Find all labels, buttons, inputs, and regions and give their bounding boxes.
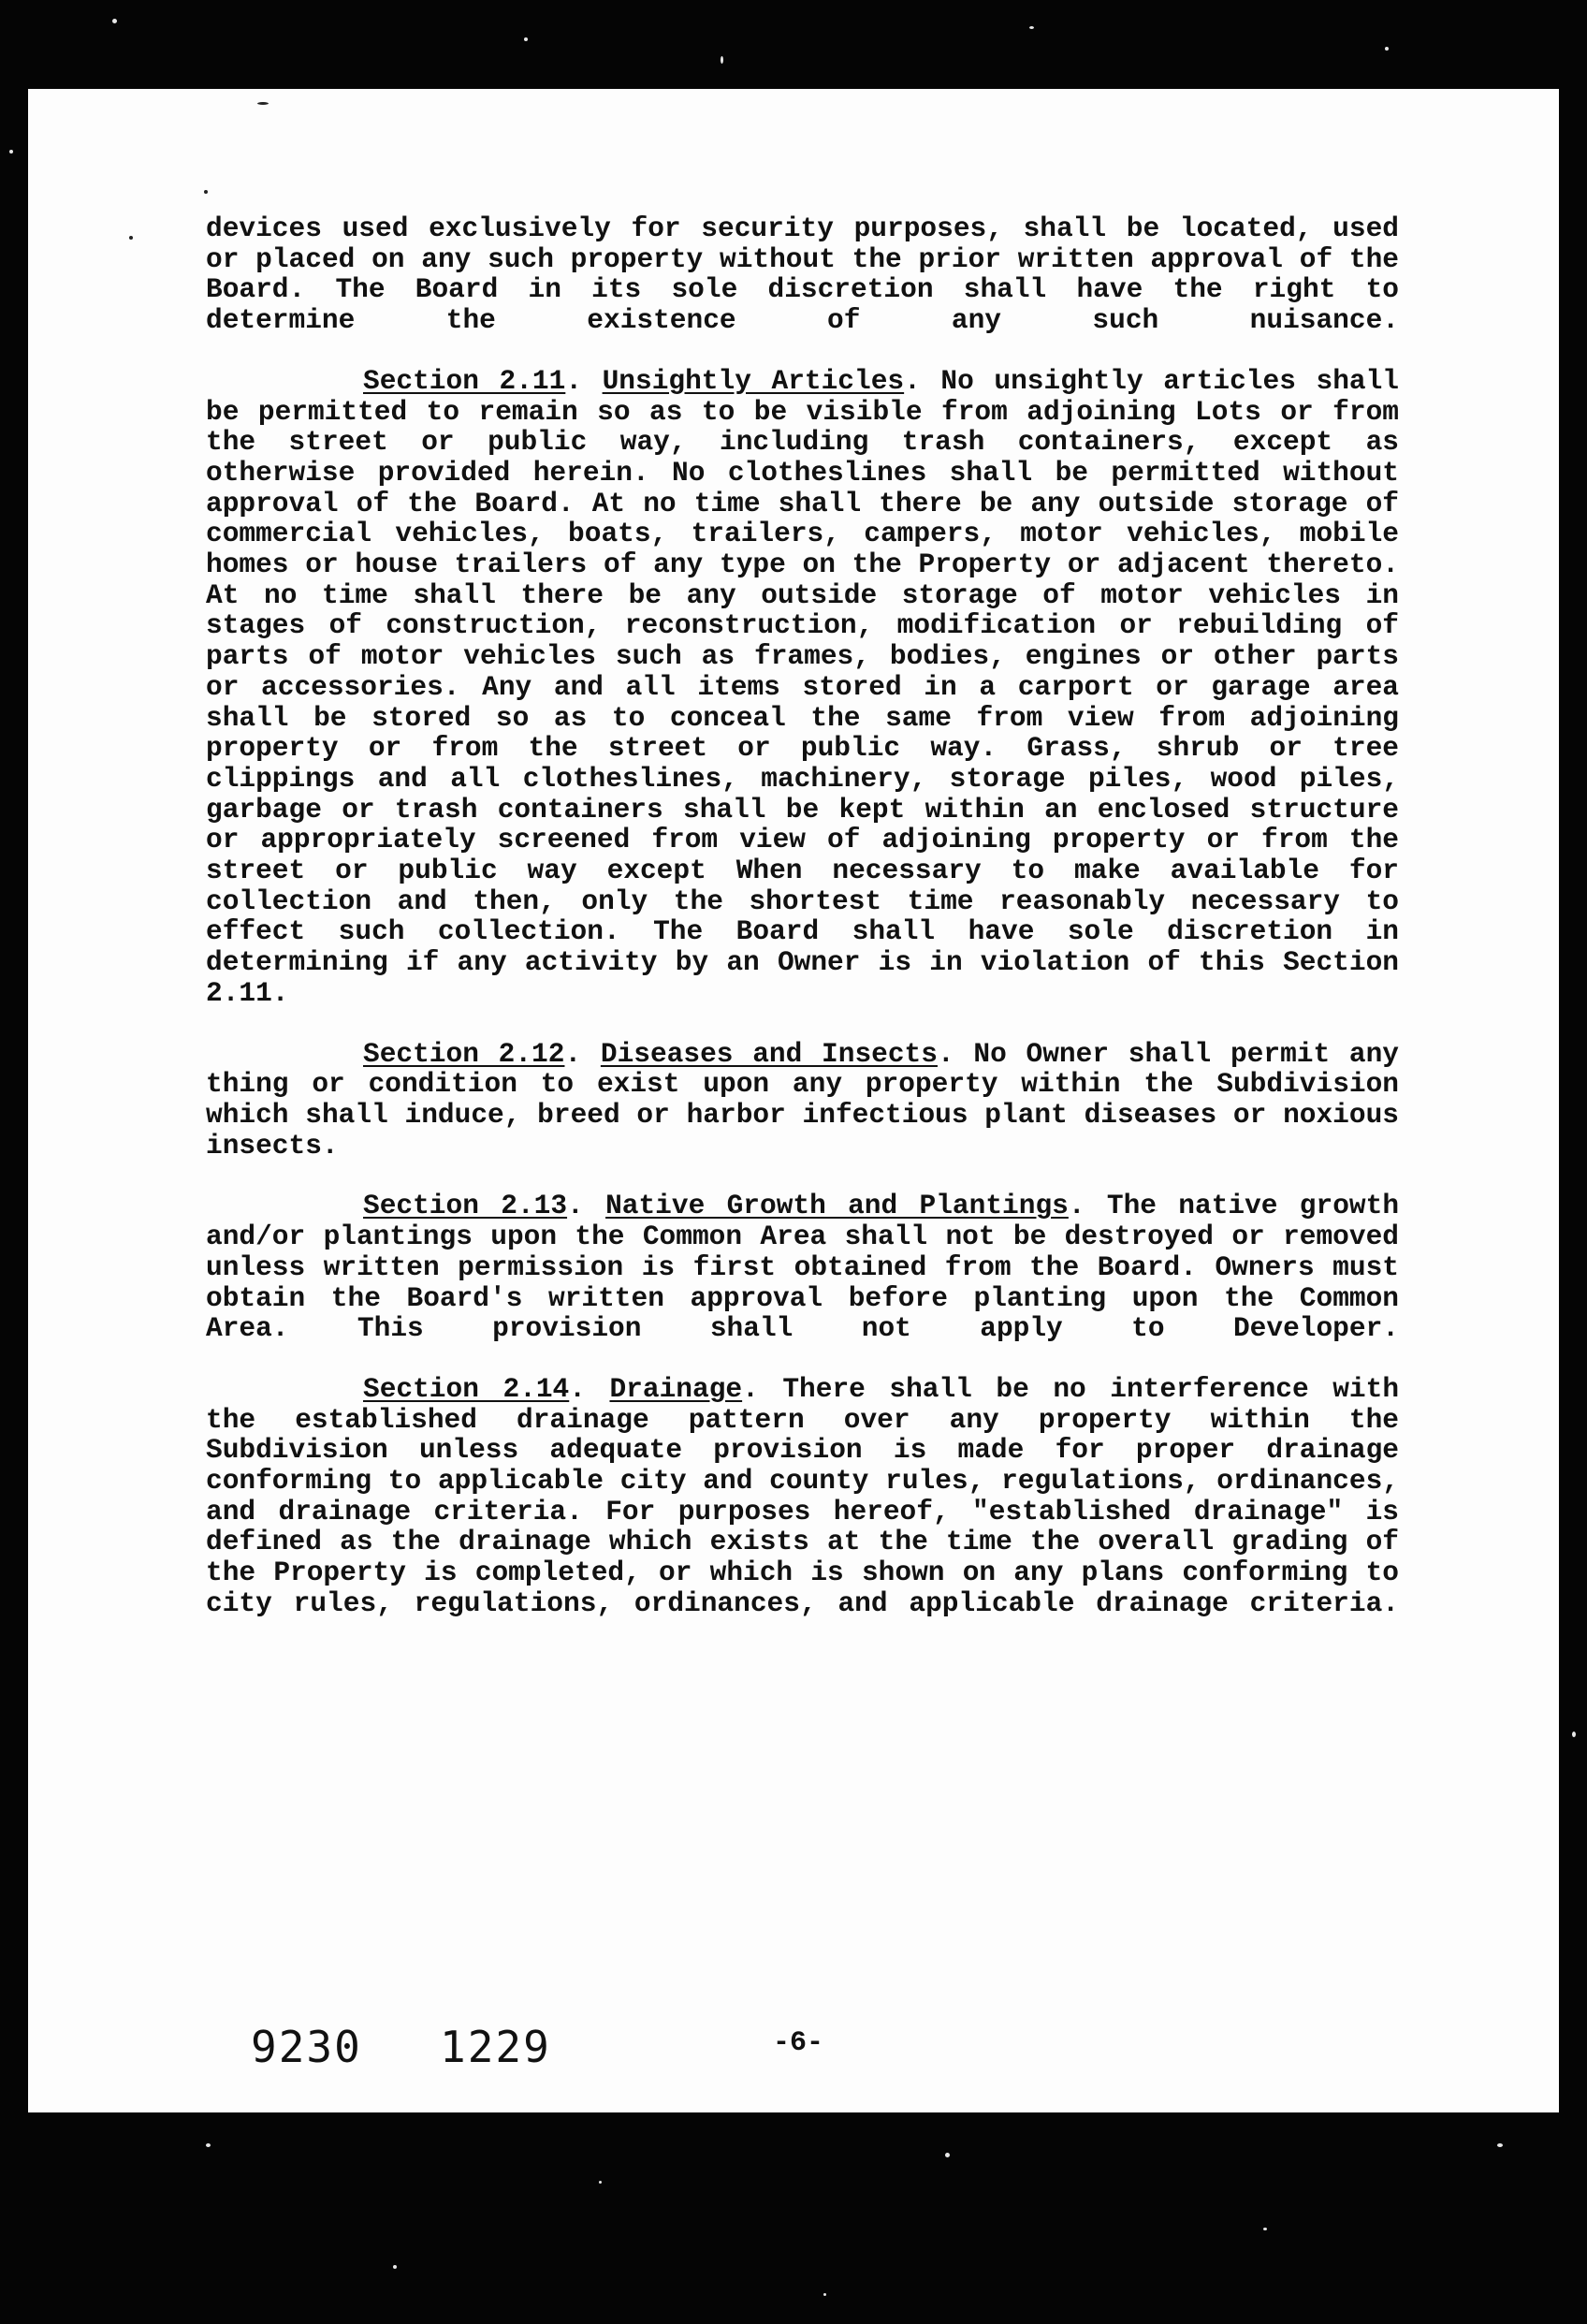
section-title: Native Growth and Plantings (605, 1190, 1069, 1222)
scan-noise (393, 2265, 397, 2269)
paragraph-continuation (206, 213, 1399, 336)
paragraph-text: devices used exclusively for security purposes, shall be located, used or placed on any such property without the prior written approval of the Board. The Board in its sole discretion shall have the right to determine the existence of any such nuisance. (206, 212, 1399, 337)
section-2-11: Section 2.11. Unsightly Articles. No unsightly articles shall be permitted to remain so as to be visible from adjoining Lots or from the street or public way, including trash containers, except as otherwise provided herein. No clotheslines shall be permitted without approval of the Board. At no time shall there be any outside storage of commercial vehicles, boats, trailers, campers, motor vehicles, mobile homes or house trailers of any type on the Property or adjacent thereto. At no time shall there be any outside storage of motor vehicles in stages of construction, reconstruction, modification or rebuilding of parts of motor vehicles such as frames, bodies, engines or other parts or accessories. Any and all items stored in a carport or garage area shall be stored so as to conceal the same from view from adjoining property or from the street or public way. Grass, shrub or tree clippings and all clotheslines, machinery, storage piles, wood piles, garbage or trash containers shall be kept within an enclosed structure or appropriately screened from view of adjoining property or from the street or public way except When necessary to make available for collection and then, only the shortest time reasonably necessary to effect such collection. The Board shall have sole discretion in determining if any activity by an Owner is in violation of this Section 2.11. (206, 364, 1400, 1009)
scan-noise (1497, 2143, 1503, 2147)
scan-noise (599, 2181, 602, 2184)
scan-noise (823, 2293, 826, 2296)
scan-noise (524, 37, 528, 41)
page-number: -6- (773, 2027, 824, 2059)
scan-noise (945, 2153, 950, 2157)
section-number: Section 2.14 (363, 1372, 570, 1405)
recording-page-number: 1229 (440, 2022, 551, 2072)
scan-speck (129, 236, 133, 240)
section-text: The native growth and/or plantings upon the Common Area shall not be destroyed or removed unless written permission is first obtained from the Board. Owners must obtain the Board's written approval before planting upon the Common Area. This provision shall not apply to Developer. (206, 1190, 1400, 1345)
scan-noise (9, 150, 13, 153)
scan-noise (1385, 47, 1389, 51)
section-text: No Owner shall permit any thing or condition to exist upon any property within the Subdivision which shall induce, breed or harbor infectious plant diseases or noxious insects. (206, 1037, 1400, 1162)
section-text: No unsightly articles shall be permitted to remain so as to be visible from adjoining Lots or from the street or public way, including trash containers, except as otherwise provided herein. No clotheslines shall be permitted without approval of the Board. At no time shall there be any outside storage of commercial vehicles, boats, trailers, campers, motor vehicles, mobile homes or house trailers of any type on the Property or adjacent thereto. At no time shall there be any outside storage of motor vehicles in stages of construction, reconstruction, modification or rebuilding of parts of motor vehicles such as frames, bodies, engines or other parts or accessories. Any and all items stored in a carport or garage area shall be stored so as to conceal the same from view from adjoining property or from the street or public way. Grass, shrub or tree clippings and all clotheslines, machinery, storage piles, wood piles, garbage or trash containers shall be kept within an enclosed structure or appropriately screened from view of adjoining property or from the street or public way except When necessary to make available for collection and then, only the shortest time reasonably necessary to effect such collection. The Board shall have sole discretion in determining if any activity by an Owner is in violation of this Section 2.11. (206, 364, 1400, 1009)
scan-noise (112, 19, 117, 23)
section-2-13: Section 2.13. Native Growth and Plantings. The native growth and/or plantings upon the Common Area shall not be destroyed or removed unless written permission is first obtained from the Board. Owners must obtain the Board's written approval before planting upon the Common Area. This provision shall not apply to Developer. (206, 1190, 1400, 1345)
recording-book-number: 9230 (251, 2022, 362, 2072)
scan-noise (1263, 2228, 1267, 2230)
section-text: There shall be no interference with the established drainage pattern over any property within the Subdivision unless adequate provision is made for proper drainage conforming to applicable city and county rules, regulations, ordinances, and drainage criteria. For purposes hereof, "established drainage" is defined as the drainage which exists at the time the overall grading of the Property is completed, or which is shown on any plans conforming to city rules, regulations, ordinances, and applicable drainage criteria. (206, 1372, 1400, 1619)
section-2-12: Section 2.12. Diseases and Insects. No Owner shall permit any thing or condition to exist upon any property within the Subdivision which shall induce, breed or harbor infectious plant diseases or noxious insects. (206, 1037, 1400, 1162)
section-number: Section 2.12 (363, 1037, 565, 1070)
scan-noise (206, 2143, 211, 2147)
scan-speck (257, 102, 269, 105)
scan-noise (721, 56, 723, 64)
section-number: Section 2.13 (363, 1190, 568, 1222)
scan-speck (204, 190, 208, 194)
section-2-14: Section 2.14. Drainage. There shall be no interference with the established drainage pattern over any property within the Subdivision unless adequate provision is made for proper drainage conforming to applicable city and county rules, regulations, ordinances, and drainage criteria. For purposes hereof, "established drainage" is defined as the drainage which exists at the time the overall grading of the Property is completed, or which is shown on any plans conforming to city rules, regulations, ordinances, and applicable drainage criteria. (206, 1372, 1400, 1619)
scan-noise (1029, 26, 1034, 29)
section-title: Unsightly Articles (602, 364, 905, 397)
section-title: Diseases and Insects (600, 1037, 938, 1070)
section-title: Drainage (609, 1372, 743, 1405)
document-body (206, 213, 1399, 1649)
scan-noise (1572, 1732, 1576, 1737)
section-number: Section 2.11 (363, 364, 566, 397)
